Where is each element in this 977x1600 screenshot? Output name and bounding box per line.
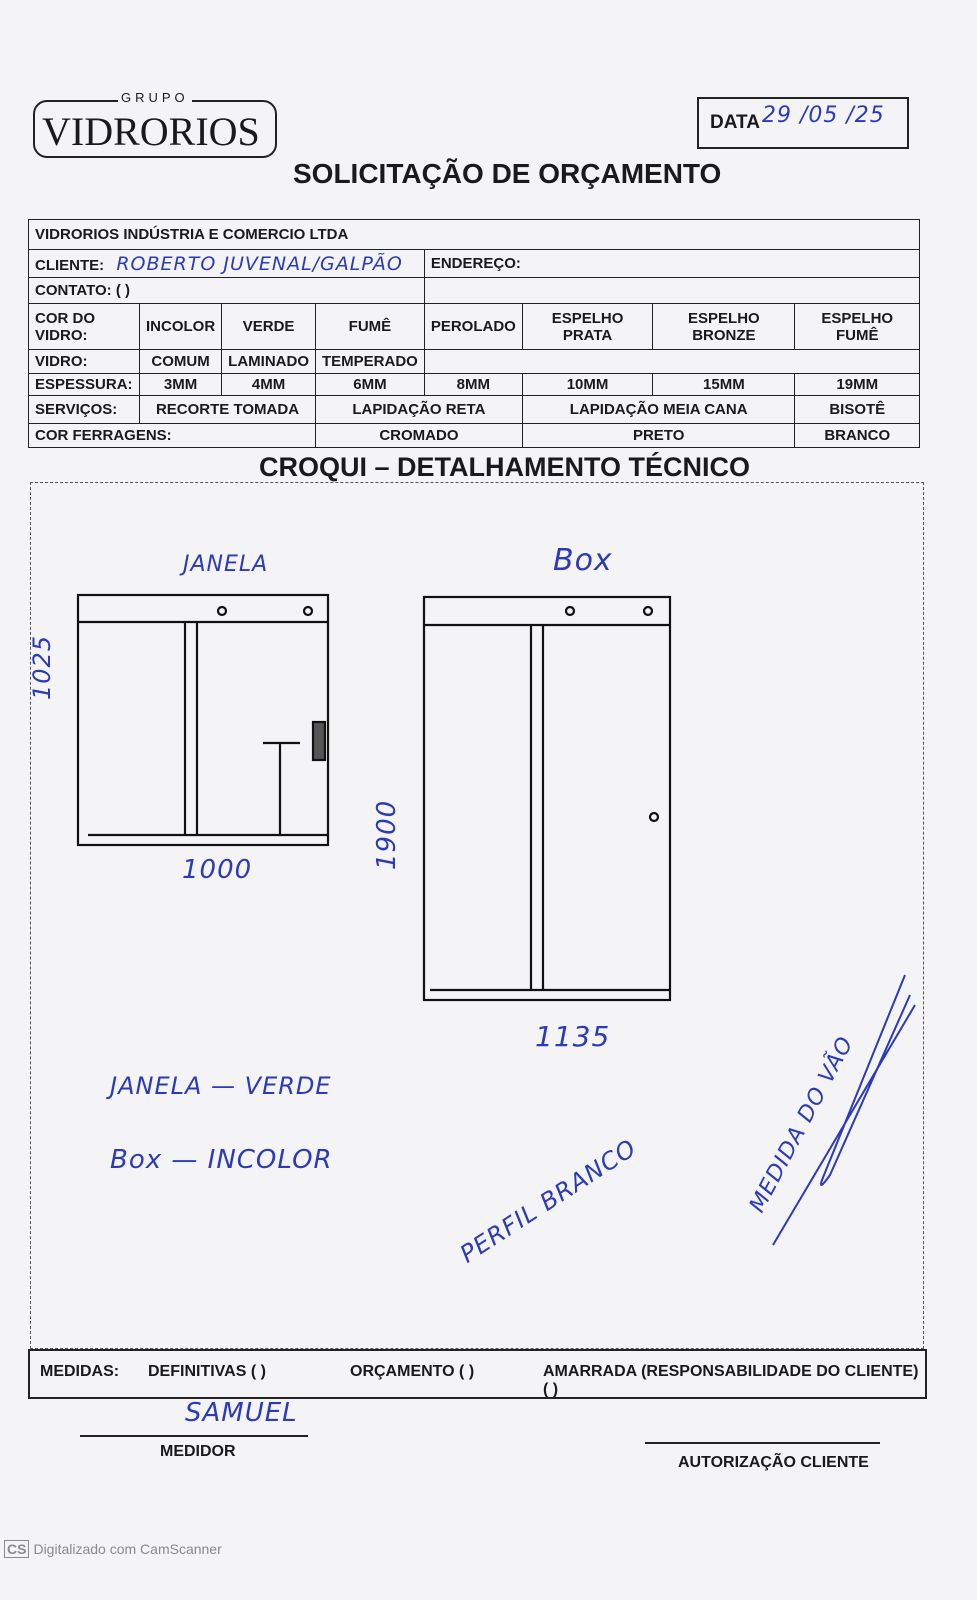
espessura-option: 6MM <box>316 374 425 396</box>
note-janela: JANELA — VERDE <box>110 1072 332 1100</box>
camscanner-logo: CS <box>4 1540 29 1558</box>
date-value: 29 /05 /25 <box>762 103 885 128</box>
cliente-value: ROBERTO JUVENAL/GALPÃO <box>116 252 403 275</box>
cor-option: ESPELHO PRATA <box>522 304 652 350</box>
croqui-title: CROQUI – DETALHAMENTO TÉCNICO <box>259 452 751 482</box>
cor-option: VERDE <box>222 304 316 350</box>
espessura-option: 4MM <box>222 374 316 396</box>
measures-box <box>28 1349 927 1399</box>
scanner-watermark <box>4 1540 222 1558</box>
servicos-label: SERVIÇOS: <box>29 396 140 424</box>
cliente-label: CLIENTE: <box>35 256 105 274</box>
shower-box-sketch <box>424 597 670 1000</box>
note-medida: MEDIDA DO VÃO <box>745 1032 859 1217</box>
medidor-signature: SAMUEL <box>185 1398 298 1428</box>
ferragem-option: PRETO <box>522 424 795 448</box>
cor-option: ESPELHO FUMÊ <box>795 304 920 350</box>
espessura-option: 15MM <box>653 374 795 396</box>
date-label: DATA <box>710 112 760 133</box>
cor-option: PEROLADO <box>424 304 522 350</box>
servico-option: BISOTÊ <box>795 396 920 424</box>
box-width: 1135 <box>535 1020 611 1053</box>
measures-orcamento: ORÇAMENTO ( ) <box>350 1363 475 1380</box>
note-perfil: PERFIL BRANCO <box>455 1133 642 1269</box>
cor-option: ESPELHO BRONZE <box>653 304 795 350</box>
scanner-text: Digitalizado com CamScanner <box>33 1541 222 1557</box>
espessura-option: 10MM <box>522 374 652 396</box>
measures-label: MEDIDAS: <box>40 1363 120 1380</box>
ferragens-label: COR FERRAGENS: <box>29 424 316 448</box>
window-label: JANELA <box>183 552 269 577</box>
medidor-label: MEDIDOR <box>160 1443 236 1460</box>
window-width: 1000 <box>182 855 253 885</box>
servico-option: LAPIDAÇÃO MEIA CANA <box>522 396 795 424</box>
cor-option: INCOLOR <box>140 304 222 350</box>
ferragem-option: BRANCO <box>795 424 920 448</box>
vidro-option: TEMPERADO <box>316 350 425 374</box>
espessura-label: ESPESSURA: <box>29 374 140 396</box>
measures-amarrada: AMARRADA (RESPONSABILIDADE DO CLIENTE) ( ) <box>543 1363 919 1398</box>
espessura-option: 3MM <box>140 374 222 396</box>
cor-vidro-label: COR DO VIDRO: <box>29 304 140 350</box>
logo-group-text: GRUPO <box>118 90 192 105</box>
logo-name: VIDRORIOS <box>42 109 260 154</box>
window-sketch <box>78 595 328 845</box>
ferragem-option: CROMADO <box>316 424 523 448</box>
contato-field: CONTATO: ( ) <box>29 278 425 304</box>
vidro-option: LAMINADO <box>222 350 316 374</box>
espessura-option: 8MM <box>424 374 522 396</box>
servico-option: LAPIDAÇÃO RETA <box>316 396 523 424</box>
autorizacao-label: AUTORIZAÇÃO CLIENTE <box>678 1454 869 1471</box>
company-name: VIDRORIOS INDÚSTRIA E COMERCIO LTDA <box>29 220 920 250</box>
vidro-label: VIDRO: <box>29 350 140 374</box>
window-height: 1025 <box>28 634 56 700</box>
measures-definitivas: DEFINITIVAS ( ) <box>148 1363 266 1380</box>
cor-option: FUMÊ <box>316 304 425 350</box>
box-height: 1900 <box>372 799 402 870</box>
espessura-option: 19MM <box>795 374 920 396</box>
vidro-option: COMUM <box>140 350 222 374</box>
page-title: SOLICITAÇÃO DE ORÇAMENTO <box>293 158 722 189</box>
note-box: Box — INCOLOR <box>110 1145 333 1175</box>
servico-option: RECORTE TOMADA <box>140 396 316 424</box>
endereco-field: ENDEREÇO: <box>424 250 919 278</box>
box-label: Box <box>553 543 613 578</box>
